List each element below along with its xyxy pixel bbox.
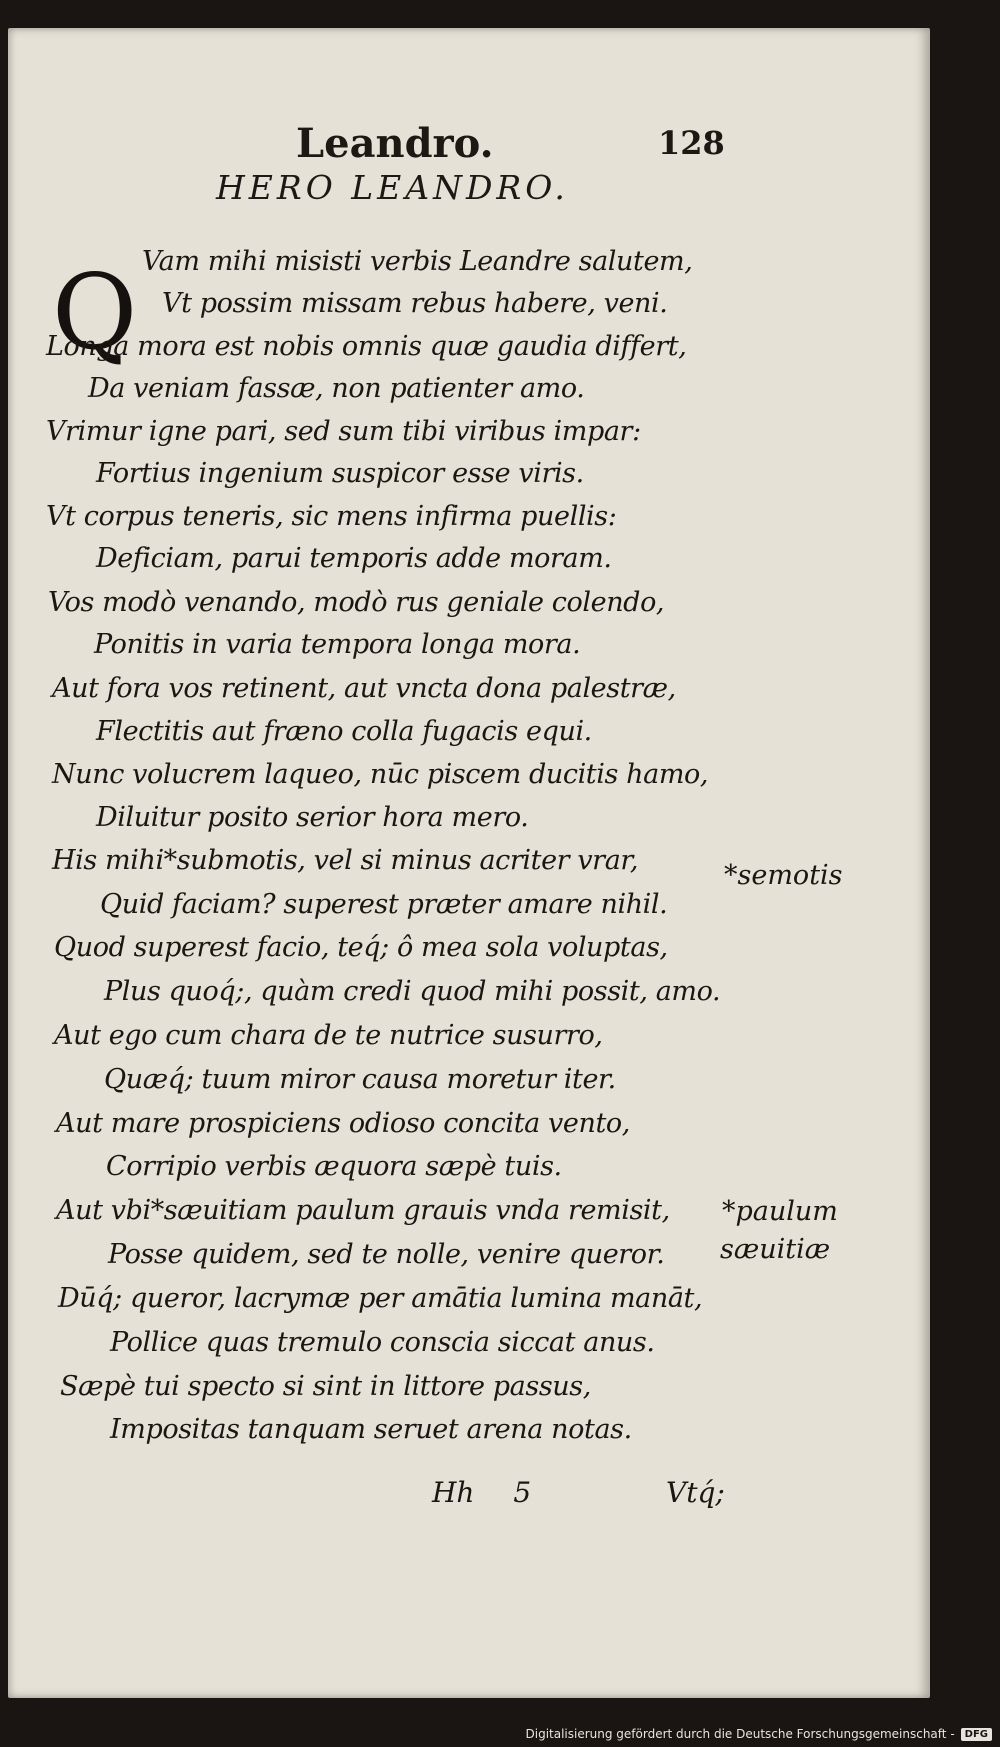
verse-line: Fortius ingenium suspicor esse viris. [96, 458, 584, 489]
verse-line: Vt possim missam rebus habere, veni. [162, 288, 668, 319]
running-title: Leandro. [296, 120, 494, 167]
drop-cap: Q [52, 251, 138, 373]
verse-line: Da veniam fassæ, non patienter amo. [88, 373, 585, 404]
verse-line: Quid faciam? superest præter amare nihil. [100, 889, 668, 920]
verse-line: Sæpè tui specto si sint in littore passus, [60, 1371, 591, 1402]
page-header [8, 88, 930, 167]
verse-line: His mihi*submotis, vel si minus acriter vrar, [52, 845, 639, 876]
book-page [8, 28, 930, 1698]
marginal-note: *paulum [722, 1196, 838, 1227]
verse-line: Plus quoq́;, quàm credi quod mihi possit, amo. [104, 976, 721, 1007]
catchword: Vtq́; [666, 1476, 725, 1509]
verse-line: Aut fora vos retinent, aut vncta dona palestræ, [52, 673, 676, 704]
verse-line: Nunc volucrem laqueo, nūc piscem ducitis hamo, [52, 759, 709, 790]
verse-line: Vt corpus teneris, sic mens infirma puellis: [46, 501, 617, 532]
verse-line: Quod superest facio, teq́; ô mea sola voluptas, [54, 932, 668, 963]
verse-line: Vos modò venando, modò rus geniale colendo, [48, 587, 665, 618]
verse-line: Pollice quas tremulo conscia siccat anus. [110, 1327, 655, 1358]
dfg-logo-icon: DFG [961, 1728, 992, 1741]
verse-line: Longa mora est nobis omnis quæ gaudia differt, [46, 331, 687, 362]
verse-line: Diluitur posito serior hora mero. [96, 802, 529, 833]
epistle-title: HERO LEANDRO. [216, 168, 569, 207]
verse-line: Flectitis aut fræno colla fugacis equi. [96, 716, 592, 747]
verse-line: Aut ego cum chara de te nutrice susurro, [54, 1020, 603, 1051]
verse-line: Vrimur igne pari, sed sum tibi viribus impar: [46, 416, 641, 447]
verse-line: Vam mihi misisti verbis Leandre salutem, [142, 246, 693, 277]
verse-line: Posse quidem, sed te nolle, venire queror. [108, 1239, 665, 1270]
verse-line: Impositas tanquam seruet arena notas. [110, 1414, 632, 1445]
verse-line: Aut mare prospiciens odioso concita vento, [56, 1108, 630, 1139]
verse-line: Aut vbi*sæuitiam paulum grauis vnda remisit, [56, 1195, 670, 1226]
credit-text: Digitalisierung gefördert durch die Deutsche Forschungsgemeinschaft - [525, 1727, 955, 1741]
verse-line: Ponitis in varia tempora longa mora. [94, 629, 581, 660]
verse-line: Corripio verbis æquora sæpè tuis. [106, 1151, 562, 1182]
signature-mark: Hh 5 [432, 1476, 532, 1509]
page-number: 128 [658, 124, 725, 162]
verse-line: Dūq́; queror, lacrymæ per amātia lumina manāt, [58, 1283, 703, 1314]
marginal-note: sæuitiæ [720, 1234, 831, 1265]
marginal-note: *semotis [724, 860, 843, 891]
verse-line: Quæq́; tuum miror causa moretur iter. [104, 1064, 616, 1095]
digitization-credit [526, 1727, 993, 1741]
verse-line: Deficiam, parui temporis adde moram. [96, 543, 612, 574]
